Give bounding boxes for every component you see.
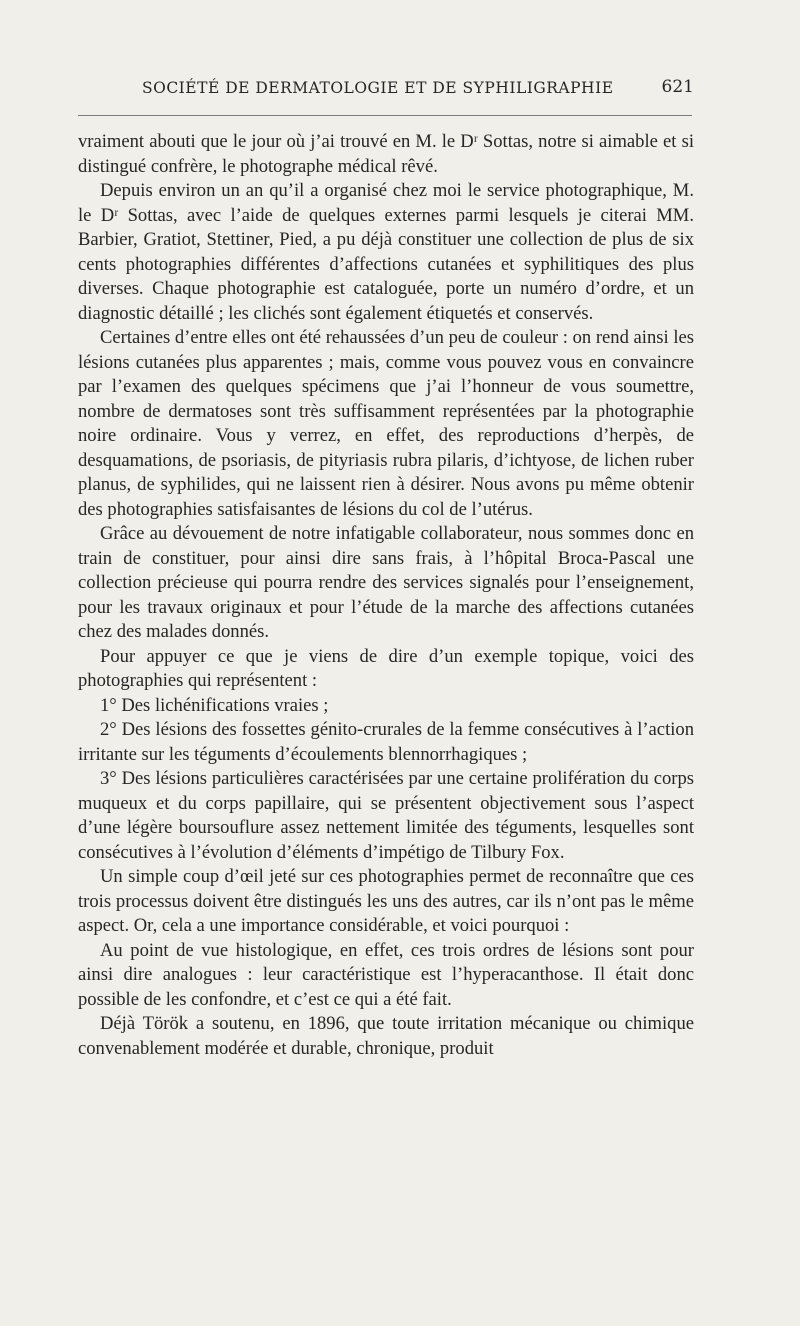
paragraph: Grâce au dévouement de notre infatigable collaborateur, nous sommes donc en train de constituer, pour ainsi dire sans frais, à l’hôpital Broca-Pascal une collection précieuse qui pourra rendre des services signalés pour l’enseignement, pour les travaux originaux et pour l’étude de la marche des affections cutanées chez des malades donnés.: [78, 523, 694, 642]
paragraph: Certaines d’entre elles ont été rehaussées d’un peu de couleur : on rend ainsi les lésions cutanées plus apparentes ; mais, comme vous pouvez vous en convaincre par l’examen des quelques spécimens que j’ai l’honneur de vous soumettre, nombre de dermatoses sont très suffisamment représentées par la photographie noire ordinaire. Vous y verrez, en effet, des reproductions d’herpès, de desquamations, de psoriasis, de pityriasis rubra pilaris, d’ichtyose, de lichen ruber planus, de syphilides, qui ne laissent rien à désirer. Nous avons pu même obtenir des photographies satisfaisantes de lésions du col de l’utérus.: [78, 327, 694, 520]
body-text: [78, 130, 694, 1061]
paragraph: Au point de vue histologique, en effet, ces trois ordres de lésions sont pour ainsi dire analogues : leur caractéristique est l’hyperacanthose. Il était donc possible de les confondre, et c’est ce qui a été fait.: [78, 939, 694, 1010]
paragraph: Un simple coup d’œil jeté sur ces photographies permet de reconnaître que ces trois processus doivent être distingués les uns des autres, car ils n’ont pas le même aspect. Or, cela a une importance considérable, et voici pourquoi :: [78, 866, 694, 936]
list-item: 3° Des lésions particulières caractérisées par une certaine prolifération du corps muqueux et du corps papillaire, qui se présentent objectivement sous l’aspect d’une légère boursouflure assez nettement limitée des téguments, lesquelles sont consécutives à l’évolution d’éléments d’impétigo de Tilbury Fox.: [78, 768, 694, 863]
running-header: [78, 75, 694, 103]
list-item: 1° Des lichénifications vraies ;: [100, 694, 329, 716]
paragraph: Pour appuyer ce que je viens de dire d’un exemple topique, voici des photographies qui représentent :: [78, 645, 694, 691]
running-title: SOCIÉTÉ DE DERMATOLOGIE ET DE SYPHILIGRAPHIE: [142, 79, 614, 97]
paragraph: Depuis environ un an qu’il a organisé chez moi le service photographique, M. le Dʳ Sottas, avec l’aide de quelques externes parmi lesquels je citerai MM. Barbier, Gratiot, Stettiner, Pied, a pu déjà constituer une collection de plus de six cents photographies différentes d’affections cutanées et syphilitiques des plus diverses. Chaque photographie est cataloguée, porte un numéro d’ordre, et un diagnostic détaillé ; les clichés sont également étiquetés et conservés.: [78, 180, 694, 324]
list-item: 2° Des lésions des fossettes génito-crurales de la femme consécutives à l’action irritante sur les téguments d’écoulements blennorrhagiques ;: [78, 719, 694, 765]
paragraph: Déjà Török a soutenu, en 1896, que toute irritation mécanique ou chimique convenablement modérée et durable, chronique, produit: [78, 1013, 694, 1059]
header-rule: [78, 115, 692, 116]
page-number: 621: [661, 77, 694, 97]
paragraph: vraiment abouti que le jour où j’ai trouvé en M. le Dʳ Sottas, notre si aimable et si distingué confrère, le photographe médical rêvé.: [78, 131, 694, 177]
